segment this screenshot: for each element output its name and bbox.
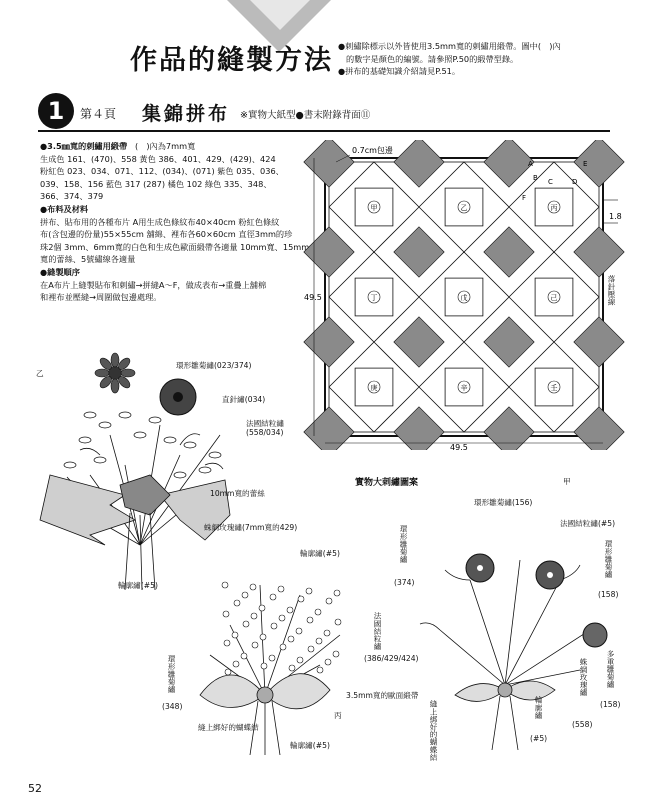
- french-knot-dot: [289, 665, 295, 671]
- left-dimension-label: 49.5: [304, 293, 322, 302]
- ribbon-heading-row: [40, 140, 312, 153]
- fabric-line: 珠2個 3mm、6mm寬的白色和生成色歐面緞帶各適量 10mm寬、15mm: [40, 241, 310, 252]
- label-french-knot-right: 法國結粒繡(#5): [560, 519, 616, 528]
- leaf-icon: [84, 412, 96, 418]
- label-spider-rose-right: 蛛網玫瑰繡: [579, 658, 588, 696]
- multi-daisy-flower-icon: [583, 623, 607, 647]
- french-knot-dot: [326, 598, 332, 604]
- petal-icon: [111, 353, 119, 367]
- french-knot-dot: [316, 638, 322, 644]
- french-knot-dot: [308, 646, 314, 652]
- header-note-line: ●刺繡除標示以外皆使用3.5mm寬的刺繡用緞帶。圖中( )內: [338, 41, 561, 51]
- french-knot-dot: [233, 661, 239, 667]
- ribbon-line: 生成色 161、(470)、558 黃色 386、401、429、(429)、424: [40, 153, 276, 164]
- french-knot-dot: [334, 590, 340, 596]
- label-french-knot-num: (558/034): [246, 428, 284, 437]
- block-label: 戊: [460, 294, 468, 302]
- quilt-side-label: 落針壓線: [607, 275, 616, 306]
- leaf-icon: [209, 452, 221, 458]
- ribbon-line: 039、158、156 藍色 317 (287) 橘色 102 綠色 335、348、: [40, 178, 272, 189]
- label-multi-daisy: 多重雛菊繡: [606, 650, 615, 688]
- quilt-diagram: [300, 140, 630, 450]
- french-knot-dot: [315, 609, 321, 615]
- leaf-icon: [64, 462, 76, 468]
- petal-icon: [111, 379, 119, 393]
- leaf-icon: [149, 417, 161, 423]
- label-spider-rose: 蛛網玫瑰繡(7mm寬的429): [204, 523, 298, 532]
- page-title: 作品的縫製方法: [130, 45, 333, 76]
- page-number: 52: [28, 782, 42, 795]
- leaf-icon: [164, 437, 176, 443]
- project-title: 集錦拼布: [142, 103, 231, 125]
- label-stem-top: 輪廓繡(#5): [300, 549, 340, 558]
- label-daisy-pattern-num: (348): [162, 702, 183, 711]
- pattern-marker-right: 甲: [563, 477, 571, 486]
- french-knot-dot: [261, 663, 267, 669]
- piece-letter: C: [548, 178, 553, 186]
- piece-letter: B: [533, 174, 538, 182]
- pattern-heading: 實物大刺繡圖案: [355, 478, 419, 488]
- label-ribbon: 3.5mm寬的歐面緞帶: [346, 691, 419, 700]
- block-label: 丙: [550, 204, 558, 212]
- french-knot-dot: [278, 586, 284, 592]
- pattern-marker-left: 丙: [334, 711, 342, 720]
- block-label: 甲: [370, 204, 378, 212]
- block-label: 庚: [370, 384, 378, 392]
- petal-icon: [121, 369, 135, 377]
- piece-letter: E: [583, 160, 588, 168]
- french-knot-dot: [296, 628, 302, 634]
- french-knot-dot: [280, 644, 286, 650]
- label-straight-stitch: 直針繡(034): [222, 395, 266, 404]
- spider-rose-flower-icon: [160, 379, 196, 415]
- french-knot-dot: [243, 621, 249, 627]
- french-knot-dot: [306, 588, 312, 594]
- label-stem-right: 輪廓繡: [534, 696, 543, 719]
- label-spider-rose-right-num: (558): [572, 720, 593, 729]
- right-dimension-label: 1.8: [609, 212, 622, 221]
- label-french-knot-pattern: 法國結粒繡: [373, 612, 382, 650]
- project-pattern-note: ※實物大紙型●書末附錄背面⑪: [240, 110, 371, 121]
- french-knot-dot: [307, 617, 313, 623]
- steps-line: 在A布片上縫製貼布和刺繡→拼縫A～F，做成表布→重疊上舖棉: [40, 279, 267, 290]
- ribbon-knot: [120, 475, 170, 515]
- fabric-line: 寬的蕾絲、5號繡線各適量: [40, 254, 136, 265]
- ribbon-heading-note: ( )內為7mm寬: [134, 141, 196, 151]
- label-bow-right: 縫上綁好的蝴蝶結: [429, 700, 438, 761]
- french-knot-dot: [252, 642, 258, 648]
- header-triangle-highlight: [250, 0, 310, 30]
- figure-marker: 乙: [36, 369, 44, 378]
- piece-letter: A: [528, 160, 533, 168]
- fabric-line: 布(含包邊的份量)55×55cm 舖綿、裡布各60×60cm 直徑3mm的珍: [40, 229, 293, 240]
- french-knot-dot: [325, 659, 331, 665]
- label-daisy-left: 環形雛菊繡: [399, 525, 408, 563]
- petal-icon: [95, 369, 109, 377]
- fabric-heading: ●布料及材料: [40, 203, 89, 214]
- daisy-flower-icon: [466, 554, 494, 582]
- label-multi-daisy-num: (158): [600, 700, 621, 709]
- french-knot-dot: [259, 605, 265, 611]
- label-daisy-pattern: 環形雛菊繡: [167, 655, 176, 693]
- label-daisy: 環形雛菊繡(023/374): [176, 361, 252, 370]
- french-knot-dot: [298, 596, 304, 602]
- label-stem-right-num: (#5): [530, 734, 548, 743]
- ribbon-line: 粉紅色 023、034、071、112、(034)、(071) 紫色 035、036、: [40, 166, 284, 177]
- french-knot-dot: [223, 611, 229, 617]
- steps-line: 和裡布並壓縫→周圍做包邊處理。: [40, 292, 162, 303]
- label-bow: 縫上綁好的蝴蝶結: [198, 723, 259, 732]
- french-knot-dot: [251, 613, 257, 619]
- french-knot-dot: [234, 600, 240, 606]
- daisy-flower-icon: [536, 561, 564, 589]
- french-knot-dot: [271, 623, 277, 629]
- french-knot-dot: [260, 634, 266, 640]
- french-knot-dot: [270, 594, 276, 600]
- label-daisy-right: 環形雛菊繡: [604, 540, 613, 578]
- materials-section: [40, 140, 312, 304]
- french-knot-dot: [224, 640, 230, 646]
- block-label: 辛: [460, 384, 468, 392]
- piece-letter: D: [572, 178, 578, 186]
- label-daisy-top: 環形雛菊繡(156): [474, 498, 533, 507]
- french-knot-dot: [288, 636, 294, 642]
- label-french-knot: 法國結粒繡: [246, 419, 284, 428]
- leaf-icon: [174, 472, 186, 478]
- block-label: 丁: [370, 294, 378, 302]
- french-knot-dot: [222, 582, 228, 588]
- header-note-line: 的數字是顏色的編號。請參照P.50的緞帶型錄。: [346, 53, 519, 64]
- label-stem-bottom: 輪廓繡(#5): [290, 741, 330, 750]
- leaf-icon: [94, 457, 106, 463]
- french-knot-dot: [232, 632, 238, 638]
- french-knot-dot: [250, 584, 256, 590]
- piece-letter: F: [522, 194, 527, 202]
- fabric-line: 拼布、貼布用的各種布片 A用生成色條紋布40×40cm 粉紅色條紋: [40, 216, 280, 227]
- french-knot-dot: [225, 669, 231, 675]
- french-knot-dot: [297, 657, 303, 663]
- french-knot-dot: [333, 651, 339, 657]
- french-knot-dot: [269, 655, 275, 661]
- french-knot-dot: [335, 619, 341, 625]
- ribbon-line: 366、374、379: [40, 191, 104, 202]
- project-page-label: 第４頁: [80, 107, 117, 121]
- leaf-icon: [119, 412, 131, 418]
- label-daisy-right-num: (158): [598, 590, 619, 599]
- daisy-flower-icon: [95, 353, 135, 393]
- leaf-icon: [184, 442, 196, 448]
- steps-heading: ●縫製順序: [40, 266, 80, 277]
- leaf-icon: [134, 432, 146, 438]
- header-note-line: ●拼布的基礎知識介紹請見P.51。: [338, 66, 461, 76]
- label-lace: 10mm寬的蕾絲: [210, 489, 265, 498]
- leaf-icon: [199, 467, 211, 473]
- label-french-knot-pattern-num: (386/429/424): [364, 654, 419, 663]
- section-divider: [38, 130, 610, 132]
- french-knot-dot: [324, 630, 330, 636]
- french-knot-dot: [287, 607, 293, 613]
- block-label: 己: [550, 294, 558, 302]
- leaf-icon: [99, 422, 111, 428]
- label-stem-stitch: 輪廓繡(#5): [118, 581, 158, 590]
- block-label: 壬: [550, 384, 558, 392]
- label-daisy-left-num: (374): [394, 578, 415, 587]
- leaf-icon: [79, 437, 91, 443]
- french-knot-dot: [241, 653, 247, 659]
- block-label: 乙: [460, 204, 468, 212]
- ribbon-heading: ●3.5㎜寬的刺繡用緞帶: [40, 141, 128, 151]
- french-knot-dot: [279, 615, 285, 621]
- binding-label: 0.7cm包邊: [352, 146, 393, 155]
- french-knot-dot: [242, 592, 248, 598]
- project-number-badge: 1: [38, 93, 74, 129]
- french-knot-dot: [317, 667, 323, 673]
- header-notes: [338, 40, 638, 78]
- bottom-dimension-label: 49.5: [450, 443, 468, 450]
